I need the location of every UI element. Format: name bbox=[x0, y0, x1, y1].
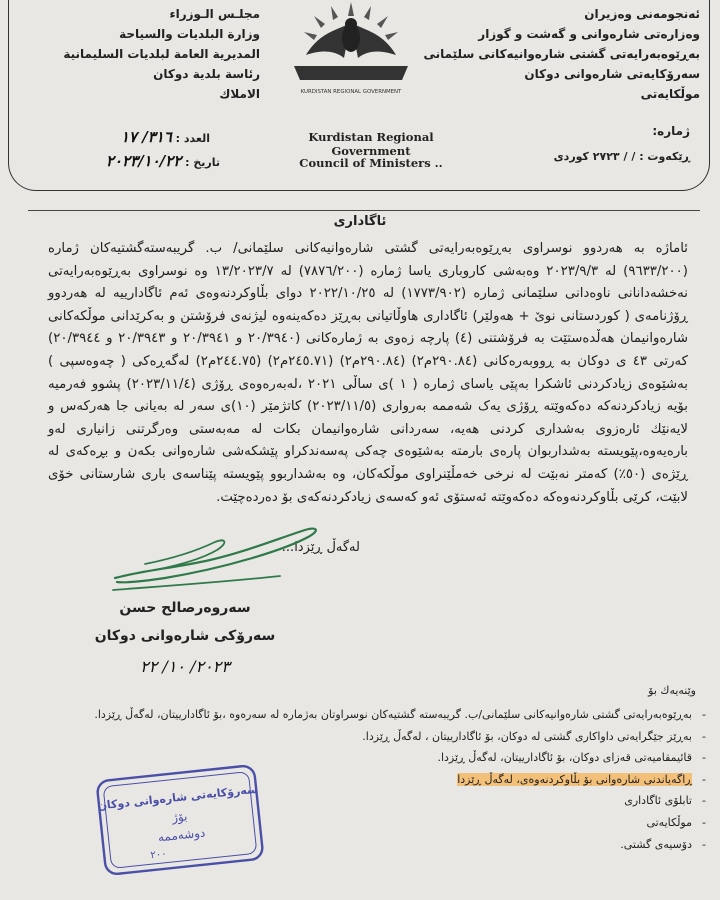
reference-arabic bbox=[60, 128, 210, 146]
date-arabic-label: تاريخ : bbox=[185, 156, 220, 169]
english-council: Council of Ministers .. bbox=[299, 156, 443, 170]
header-kurdish-line: وەزارەتی شارەوانی و گەشت و گوزار bbox=[478, 27, 700, 41]
date-kurdish bbox=[490, 150, 690, 163]
header-kurdish-line: موڵکایەتی bbox=[640, 87, 700, 101]
cc-item-text: تابلۆی ئاگاداری bbox=[624, 794, 692, 808]
header-kurdish-line: ئه‌نجومه‌نی وه‌زیران bbox=[584, 7, 700, 21]
cc-item-text-highlighted: ڕاگەیاندنی شارەوانی بۆ بڵاوکردنەوەی، لەگەڵ ڕێزدا bbox=[457, 772, 692, 786]
logo-caption: KURDISTAN REGIONAL GOVERNMENT bbox=[300, 89, 402, 95]
separator-line bbox=[28, 210, 700, 211]
stamp-line: دوشەممە bbox=[157, 825, 206, 845]
header-arabic-line: رئاسة بلدية دوكان bbox=[153, 67, 260, 81]
cc-item-text: دۆسیەی گشتی. bbox=[620, 837, 692, 851]
signer-name: سەروەرصالح حسن bbox=[119, 600, 251, 616]
cc-list-item bbox=[126, 726, 706, 748]
notice-title: ئاگاداری bbox=[333, 214, 387, 229]
date-arabic bbox=[50, 152, 220, 170]
cc-item-text: بەڕێز جێگرایەتی داواکاری گشتی لە دوکان، بۆ ئاگادارییتان ، لەگەڵ ڕێزدا. bbox=[362, 729, 692, 743]
date-arabic-value: ٢٠٢٣/١٠/٢٢ bbox=[105, 152, 182, 170]
notice-body-paragraph: ئاماژە بە هەردوو نوسراوی بەڕێوەبەرایەتی گشتی شارەوانیەکانی سلێمانی/ ب. گریبەستەگشتیەکان ژمارە (٩٦٣٣/٢٠٠) لە ٢٠٢٣/٩/٣ وەبەشی کاروباری یاسا ژمارە (٧٨٧٦/٢٠٠) لە ١٣/٢٠٢٣/٧ وە نوسراوی بەڕێوەبەرایەتی نەخشەدانانی ناوەدانی سلێمانی ژمارە (١٧٧٣/٩٠٢) لە ٢٠٢٢/١٠/٢٥ دوای بڵاوکردنەوەی ئەم ئاگادارییە لە هەردوو ڕۆژنامەی ( کوردستانی نوێ + هەولێر) ئاگاداری هاوڵاتیانی بەڕێز دەکەینەوە لیژنەی فرۆشتن و بەکرێدانی موڵکەکانی شارەوانیمان هەڵدەستێت بە فرۆشتنی (٤) پارچە زەوی بە ژمارەکانی (٢٠/٣٩٤٠ و ٢٠/٣٩٤١ و ٢٠/٣٩٤٣ و ٢٠/٣٩٤٤) کەرتی ٤٣ ی دوکان بە ڕووبەرەکانی (٢٩٠.٨٤م٢) (٢٩٠.٨٤م٢) (٢٤٥.٧١م٢) (٢٤٤.٧٥م٢) لەگەڕەکی ( چەوەسپی ) بەشێوەی زیادکردنی ئاشکرا بەپێی یاسای ژمارە ( ١ )ی ساڵی ٢٠٢١ ،لەبەرەوەی ڕۆژی (٢٠٢٣/١١/٤) پشوو فەرمیە بۆیە زیادکردنەکە دەکەوێتە ڕۆژی یەک شەممە بەرواری (٢٠٢٣/١١/٥) کاتژمێر (١٠)ی سەر لە بەیانی جا هەرکەس و لایەنێك ئارەزوی بەشداری کردنی هەیە، سەردانی شارەوانیمان بکات لە مەبەستی وەرگرتنی زانیاری لەو بارەیەوە،پێویستە بەشداربوان پارەی بارمتە بەشێوەی چەکی پەسەندکراو پێشکەشی شارەوانی بکەن و بڕەکەی لە ڕێژەی (٥٠٪) کەمتر نەبێت لە نرخی خەمڵێنراوی موڵکەکان، وە بەشداربوو پێویستە پێناسەی باری شارستانی خۆی لابێت، کرێی بڵاوکردنەوەکە دەکەوێتە ئەستۆی ئەو کەسەی زیادکردنەکەی بۆ دەردەچێت. bbox=[48, 241, 689, 505]
header-arabic-line: الاملاك bbox=[219, 87, 260, 101]
signer-title: سەرۆکی شارەوانی دوکان bbox=[94, 628, 276, 644]
notice-body bbox=[48, 238, 688, 509]
header-arabic bbox=[30, 4, 260, 104]
english-krg: Kurdistan Regional Government bbox=[308, 130, 434, 158]
header-arabic-line: وزارة البلديات والسياحة bbox=[119, 27, 260, 41]
signature-icon bbox=[105, 520, 330, 595]
header-kurdish-line: سەرۆکایەتی شارەوانی دوکان bbox=[524, 67, 700, 81]
date-kurdish-label: ڕێکەوت : bbox=[639, 150, 690, 163]
cc-item-text: قائیمقامیەتی قەزای دوکان، بۆ ئاگادارییتان، لەگەڵ ڕێزدا. bbox=[437, 751, 692, 765]
stamp-line: بۆژ bbox=[171, 809, 189, 825]
header-arabic-line: مجلـس الـوزراء bbox=[169, 7, 260, 21]
reference-arabic-label: العدد : bbox=[175, 132, 210, 145]
cc-item-text: بەڕێوەبەرایەتی گشتی شارەوانیەکانی سلێمانی/ب. گریبەستە گشتیەکان نوسراوتان بەژمارە لە سەرەوە ،بۆ ئاگادارییتان، لەگەڵ ڕێزدا. bbox=[94, 708, 692, 721]
stamp-line: سەرۆکایەتی شارەوانی دوکان bbox=[96, 782, 259, 813]
official-stamp-icon bbox=[95, 765, 265, 875]
date-kurdish-value: / / ٢٧٢٣ کوردی bbox=[553, 150, 636, 163]
stamp-line: ٢٠٠ bbox=[149, 848, 168, 862]
header-kurdish-line: بەڕێوەبەرایەتی گشتی شارەوانیەکانی سلێمانی bbox=[423, 47, 700, 61]
reference-arabic-value: ٣١٦/ ١٧ bbox=[120, 128, 172, 146]
cc-heading: وێنەیەك بۆ bbox=[648, 684, 696, 697]
reference-kurdish-label: ژمارە: bbox=[652, 124, 690, 138]
regards-text: لەگەڵ ڕێزدا... bbox=[281, 540, 360, 555]
signer-date: ٢٠٢٣/ ١٠/ ٢٢ bbox=[140, 657, 230, 676]
cc-item-text: موڵکایەتی bbox=[646, 815, 692, 829]
header-kurdish bbox=[423, 4, 700, 104]
reference-kurdish bbox=[652, 124, 690, 138]
header-arabic-line: المديرية العامة لبلديات السليمانية bbox=[63, 47, 260, 61]
krg-eagle-emblem-icon bbox=[286, 0, 416, 100]
cc-list-item bbox=[94, 704, 706, 726]
